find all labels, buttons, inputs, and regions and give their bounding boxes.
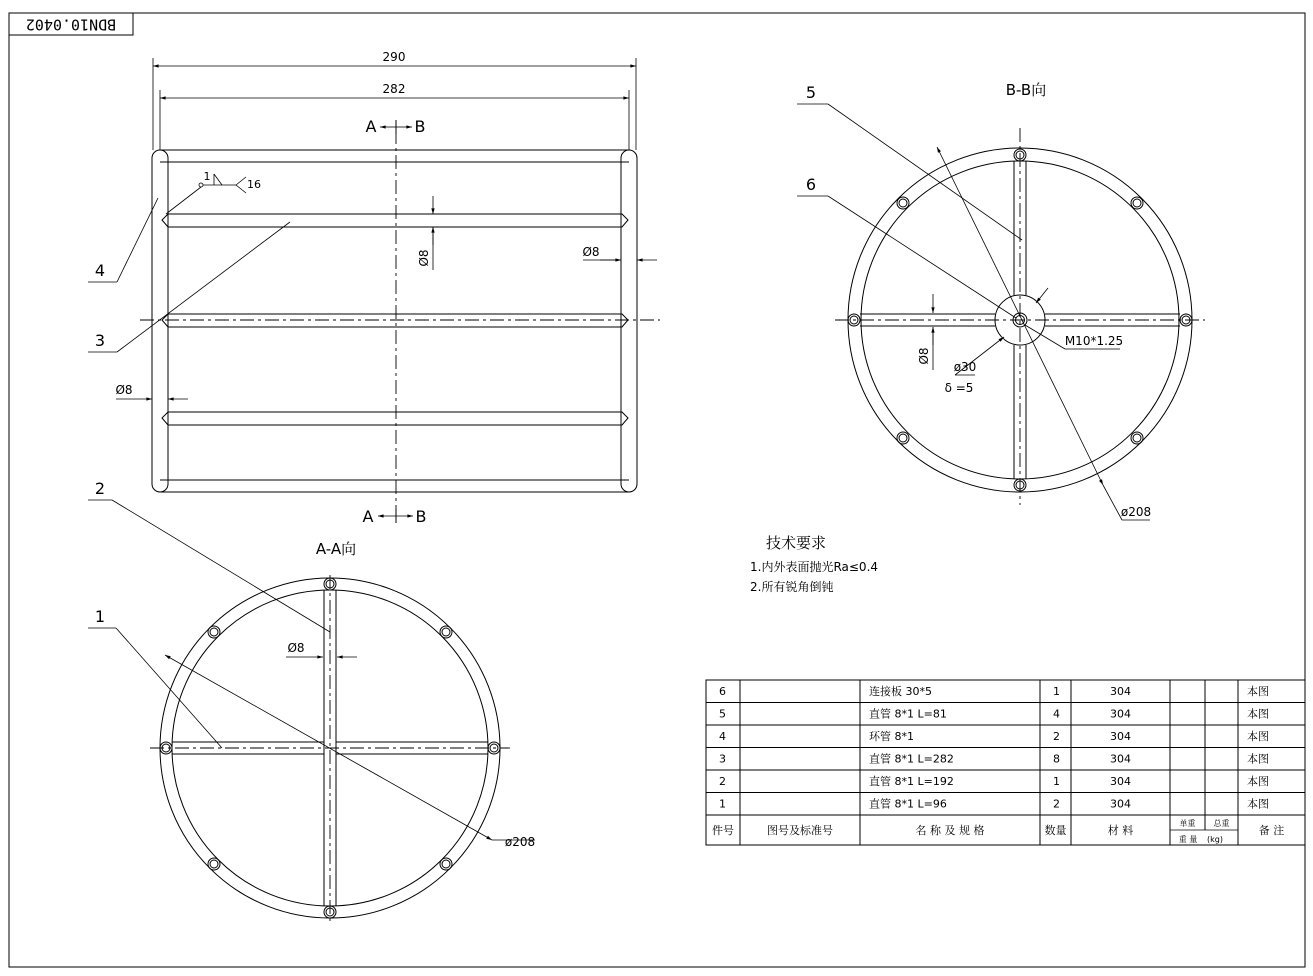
bom-cell-name: 环管 8*1 bbox=[869, 730, 914, 743]
bom-header-unit-weight: 单重 bbox=[1179, 819, 1196, 828]
bom-cell-note: 本图 bbox=[1247, 752, 1269, 766]
bom-cell-qty: 4 bbox=[1053, 707, 1060, 721]
bom-cell-name: 直管 8*1 L=96 bbox=[869, 797, 947, 811]
bom-cell-mat: 304 bbox=[1110, 685, 1131, 698]
bom-cell-note: 本图 bbox=[1247, 707, 1269, 721]
section-b-bottom: B bbox=[415, 507, 427, 526]
bom-cell-mat: 304 bbox=[1110, 730, 1131, 743]
bom-header-total-weight: 总重 bbox=[1213, 819, 1230, 828]
bom-cell-no: 3 bbox=[719, 752, 726, 766]
bom-cell-name: 连接板 30*5 bbox=[869, 685, 932, 698]
dim-dia-8-front-left: Ø8 bbox=[115, 383, 133, 397]
bb-dim-thickness: δ =5 bbox=[944, 381, 974, 395]
weld-num-16: 16 bbox=[247, 178, 261, 191]
aa-dim-dia-208: ø208 bbox=[504, 835, 536, 849]
section-a-top: A bbox=[365, 117, 377, 136]
bb-dim-thread: M10*1.25 bbox=[1064, 334, 1124, 348]
front-view bbox=[88, 50, 660, 632]
bb-view-title: B-B向 bbox=[1005, 81, 1047, 99]
bom-cell-qty: 8 bbox=[1053, 752, 1060, 766]
bom-cell-qty: 2 bbox=[1053, 797, 1060, 811]
bom-cell-name: 直管 8*1 L=282 bbox=[869, 752, 954, 766]
tech-req-item-2: 2.所有锐角倒钝 bbox=[750, 580, 834, 594]
technical-requirements bbox=[750, 534, 878, 594]
bom-cell-qty: 1 bbox=[1053, 775, 1060, 788]
bom-cell-note: 本图 bbox=[1247, 730, 1269, 743]
bom-cell-note: 本图 bbox=[1247, 775, 1269, 788]
aa-view-title: A-A向 bbox=[315, 540, 357, 558]
bom-cell-mat: 304 bbox=[1110, 775, 1131, 788]
bom-header-mat: 材 料 bbox=[1107, 824, 1134, 837]
bom-cell-no: 1 bbox=[719, 797, 726, 811]
callout-2: 2 bbox=[94, 479, 106, 498]
bom-header-weight: 重 量 bbox=[1178, 835, 1198, 844]
bom-cell-name: 直管 8*1 L=81 bbox=[869, 707, 947, 721]
bom-header-name: 名 称 及 规 格 bbox=[915, 824, 985, 837]
callout-6: 6 bbox=[805, 175, 817, 194]
aa-dim-dia-8: Ø8 bbox=[287, 641, 305, 655]
weld-num-1: 1 bbox=[203, 170, 211, 183]
bb-dim-dia-30: ø30 bbox=[953, 360, 977, 374]
callout-5: 5 bbox=[805, 83, 817, 102]
tech-req-item-1: 1.内外表面抛光Ra≤0.4 bbox=[750, 560, 879, 574]
bom-cell-no: 2 bbox=[719, 775, 726, 788]
bom-cell-qty: 1 bbox=[1053, 685, 1060, 698]
callout-3: 3 bbox=[94, 331, 106, 350]
bom-cell-no: 4 bbox=[719, 730, 726, 743]
bb-view bbox=[797, 81, 1205, 520]
bom-table bbox=[706, 680, 1305, 845]
bom-header-no: 件号 bbox=[712, 824, 734, 837]
aa-view bbox=[88, 540, 535, 925]
weld-symbol bbox=[166, 170, 261, 214]
bom-header-std: 图号及标准号 bbox=[767, 824, 833, 837]
bom-cell-note: 本图 bbox=[1247, 685, 1269, 698]
bb-dim-dia-8: Ø8 bbox=[917, 347, 931, 365]
tech-req-title: 技术要求 bbox=[766, 534, 827, 552]
bom-cell-name: 直管 8*1 L=192 bbox=[869, 775, 954, 788]
dim-inner-282: 282 bbox=[382, 82, 406, 96]
bom-header-qty: 数量 bbox=[1044, 824, 1067, 837]
bom-cell-no: 5 bbox=[719, 707, 726, 721]
dim-dia-8-front-right: Ø8 bbox=[582, 245, 600, 259]
section-b-top: B bbox=[414, 117, 426, 136]
section-a-bottom: A bbox=[362, 507, 374, 526]
bom-header-weight-unit: (kg) bbox=[1207, 835, 1223, 844]
bom-cell-qty: 2 bbox=[1053, 730, 1060, 743]
bom-cell-no: 6 bbox=[719, 685, 726, 698]
bom-cell-note: 本图 bbox=[1247, 797, 1269, 811]
callout-1: 1 bbox=[94, 607, 106, 626]
callout-4: 4 bbox=[94, 261, 106, 280]
bom-cell-mat: 304 bbox=[1110, 752, 1131, 766]
bom-cell-mat: 304 bbox=[1110, 797, 1131, 811]
bb-dim-dia-208: ø208 bbox=[1120, 505, 1152, 519]
bom-cell-mat: 304 bbox=[1110, 707, 1131, 721]
drawing-number: BDN10.0402 bbox=[25, 15, 117, 34]
bom-header-note: 备 注 bbox=[1258, 824, 1285, 837]
dim-dia-8-front-top: Ø8 bbox=[417, 249, 431, 267]
dim-overall-290: 290 bbox=[382, 50, 406, 64]
drawing-number-box bbox=[9, 13, 133, 35]
